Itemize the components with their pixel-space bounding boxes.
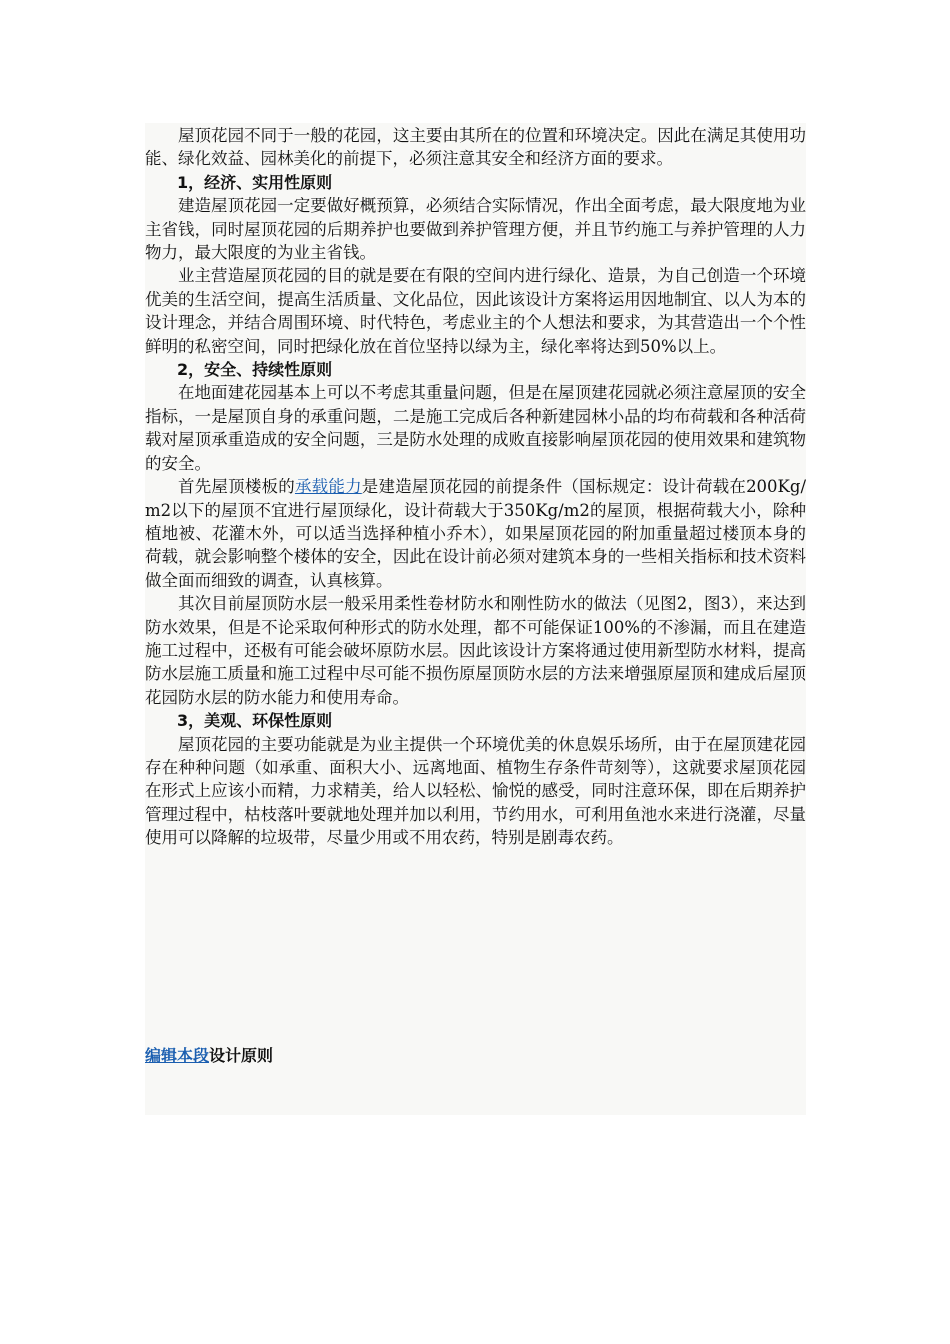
load-text-before: 首先屋顶楼板的 xyxy=(178,477,295,497)
section-title: 设计原则 xyxy=(209,1046,274,1065)
intro-paragraph: 屋顶花园不同于一般的花园，这主要由其所在的位置和环境决定。因此在满足其使用功能、绿化效益、园林美化的前提下，必须注意其安全和经济方面的要求。 xyxy=(145,126,806,169)
edit-section-link[interactable]: 编辑本段 xyxy=(145,1046,210,1065)
heading-safety: 2，安全、持续性原则 xyxy=(177,360,333,380)
paragraph-weight: 在地面建花园基本上可以不考虑其重量问题，但是在屋顶建花园就必须注意屋顶的安全指标，一是屋顶自身的承重问题，二是施工完成后各种新建园林小品的均布荷载和各种活荷载对屋顶承重造成的安全问题，三是防水处理的成败直接影响屋顶花园的使用效果和建筑物的安全。 xyxy=(145,383,806,473)
section-header xyxy=(145,1045,273,1067)
load-capacity-link[interactable]: 承载能力 xyxy=(294,477,362,497)
paragraph-budget: 建造屋顶花园一定要做好概预算，必须结合实际情况，作出全面考虑，最大限度地为业主省钱，同时屋顶花园的后期养护也要做到养护管理方便，并且节约施工与养护管理的人力物力，最大限度的为业主省钱。 xyxy=(145,196,806,263)
paragraph-waterproof: 其次目前屋顶防水层一般采用柔性卷材防水和刚性防水的做法（见图2，图3），来达到防水效果，但是不论采取何种形式的防水处理，都不可能保证100%的不渗漏，而且在建造施工过程中，还极有可能会破坏原防水层。因此该设计方案将通过使用新型防水材料，提高防水层施工质量和施工过程中尽可能不损伤原屋顶防水层的方法来增强原屋顶和建成后屋顶花园防水层的防水能力和使用寿命。 xyxy=(145,594,806,707)
heading-aesthetics: 3，美观、环保性原则 xyxy=(177,711,333,731)
heading-economy: 1，经济、实用性原则 xyxy=(177,172,333,192)
paragraph-load-capacity xyxy=(145,475,806,592)
paragraph-function: 屋顶花园的主要功能就是为业主提供一个环境优美的休息娱乐场所，由于在屋顶建花园存在种种问题（如承重、面积大小、远离地面、植物生存条件苛刻等），这就要求屋顶花园在形式上应该小而精，力求精美，给人以轻松、愉悦的感受，同时注意环保，即在后期养护管理过程中，枯枝落叶要就地处理并加以利用，节约用水，可利用鱼池水来进行浇灌，尽量使用可以降解的垃圾带，尽量少用或不用农药，特别是剧毒农药。 xyxy=(145,734,806,848)
article-body xyxy=(145,124,806,850)
paragraph-purpose: 业主营造屋顶花园的目的就是要在有限的空间内进行绿化、造景，为自己创造一个环境优美的生活空间，提高生活质量、文化品位，因此该设计方案将运用因地制宜、以人为本的设计理念，并结合周围环境、时代特色，考虑业主的个人想法和要求，为其营造出一个个性鲜明的私密空间，同时把绿化放在首位坚持以绿为主，绿化率将达到50%以上。 xyxy=(145,266,806,356)
load-text-after: 是建造屋顶花园的前提条件（国标规定：设计荷载在200Kg/m2以下的屋顶不宜进行屋顶绿化，设计荷载大于350Kg/m2的屋顶，根据荷载大小，除种植地被、花灌木外，可以适当选择种植小乔木），如果屋顶花园的附加重量超过楼顶本身的荷载，就会影响整个楼体的安全，因此在设计前必须对建筑本身的一些相关指标和技术资料做全面而细致的调查，认真核算。 xyxy=(145,477,807,590)
